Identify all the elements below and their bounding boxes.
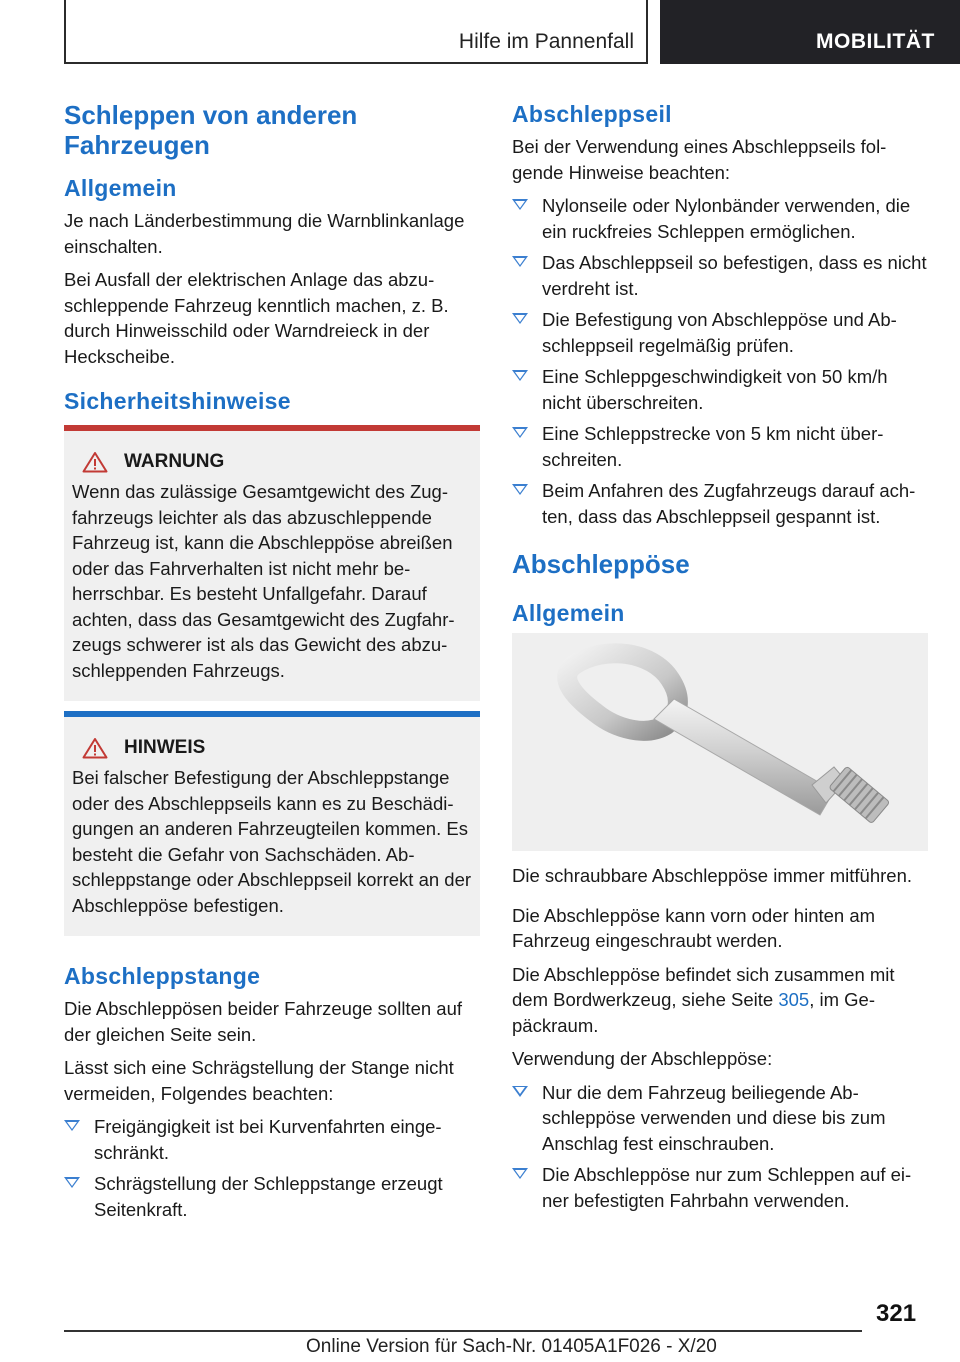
- note-title: [72, 737, 472, 759]
- list-item: Freigängigkeit ist bei Kurvenfahrten einge-schränkt.: [64, 1114, 480, 1165]
- bullet-triangle-icon: [512, 1168, 528, 1179]
- title-abschleppoese: Abschleppöse: [512, 549, 690, 579]
- paragraph-verwendung: Verwendung der Abschleppöse:: [512, 1048, 773, 1069]
- list-item: Das Abschleppseil so befestigen, dass es nicht verdreht ist.: [512, 250, 928, 301]
- title-schleppen: Schleppen von anderen Fahrzeugen: [64, 100, 358, 160]
- list-item: Die Abschleppöse nur zum Schleppen auf ei-ner befestigten Fahrbahn verwenden.: [512, 1162, 928, 1213]
- heading-allgemein-left: Allgemein: [64, 175, 177, 201]
- page-link-305[interactable]: 305: [778, 989, 810, 1010]
- left-column: [64, 100, 480, 1232]
- bullet-triangle-icon: [512, 199, 528, 210]
- right-column: [512, 100, 928, 1223]
- oese-bullet-list: [512, 1080, 928, 1214]
- paragraph-oese-vorn-hinten: Die Abschleppöse kann vorn oder hinten am Fahrzeug eingeschraubt werden.: [512, 904, 876, 951]
- warning-triangle-icon: [82, 451, 108, 473]
- header-section-tab: [64, 0, 648, 64]
- list-item: Eine Schleppgeschwindigkeit von 50 km/h nicht überschreiten.: [512, 364, 928, 415]
- bullet-triangle-icon: [512, 427, 528, 438]
- list-item: Nylonseile oder Nylonbänder verwenden, die ein ruckfreies Schleppen ermöglichen.: [512, 193, 928, 244]
- note-box: [64, 711, 480, 936]
- warning-text: Wenn das zulässige Gesamtgewicht des Zug-fahrzeugs leichter als das abzuschleppende Fahrzeug ist, kann die Abschleppöse abreißen oder das Fahrverhalten ist nicht mehr be-herrschbar. Es besteht Unfallgefahr. Darauf achten, dass das Gesamtgewicht des Zugfahr-zeugs schwerer ist als das Gewicht des abzu-schleppenden Fahrzeugs.: [72, 481, 455, 681]
- towing-eye-icon: [512, 633, 928, 851]
- warning-triangle-icon: [82, 737, 108, 759]
- paragraph-bordwerkzeug: Die Abschleppöse befindet sich zusammen mit dem Bordwerkzeug, siehe Seite 305, im Ge-päckraum.: [512, 963, 895, 1036]
- seil-bullet-list: [512, 193, 928, 529]
- paragraph-oesen-seite: Die Abschleppösen beider Fahrzeuge sollten auf der gleichen Seite sein.: [64, 998, 463, 1045]
- paragraph-schraegstellung: Lässt sich eine Schrägstellung der Stange nicht vermeiden, Folgendes beachten:: [64, 1057, 454, 1104]
- bullet-triangle-icon: [512, 313, 528, 324]
- list-item: Beim Anfahren des Zugfahrzeugs darauf ach-ten, dass das Abschleppseil gespannt ist.: [512, 478, 928, 529]
- bullet-triangle-icon: [64, 1177, 80, 1188]
- warning-box: [64, 425, 480, 701]
- paragraph-ausfall: Bei Ausfall der elektrischen Anlage das abzu-schleppende Fahrzeug kenntlich machen, z. B. durch Hinweisschild oder Warndreieck in der Heckscheibe.: [64, 269, 449, 367]
- bullet-triangle-icon: [512, 256, 528, 267]
- chapter-title: MOBILITÄT: [816, 30, 935, 53]
- heading-abschleppstange: Abschleppstange: [64, 963, 261, 989]
- stange-bullet-list: [64, 1114, 480, 1222]
- section-title: Hilfe im Pannenfall: [458, 30, 634, 53]
- bullet-triangle-icon: [64, 1120, 80, 1131]
- warning-title: [72, 451, 472, 473]
- bullet-triangle-icon: [512, 1086, 528, 1097]
- list-item: Eine Schleppstrecke von 5 km nicht über-schreiten.: [512, 421, 928, 472]
- list-item: Nur die dem Fahrzeug beiliegende Ab-schleppöse verwenden und diese bis zum Anschlag fest einschrauben.: [512, 1080, 928, 1157]
- heading-abschleppseil: Abschleppseil: [512, 101, 672, 127]
- paragraph-warnblink: Je nach Länderbestimmung die Warnblinkanlage einschalten.: [64, 210, 465, 257]
- bullet-triangle-icon: [512, 370, 528, 381]
- note-text: Bei falscher Befestigung der Abschleppstange oder des Abschleppseils kann es zu Beschädi-gungen an anderen Fahrzeugteilen kommen. Es besteht die Gefahr von Sachschäden. Ab-schleppstange oder Abschleppseil korrekt an der Abschleppöse befestigen.: [72, 767, 472, 916]
- heading-sicherheitshinweise: Sicherheitshinweise: [64, 388, 291, 414]
- towing-eye-image: [512, 633, 928, 851]
- warning-label: WARNUNG: [124, 451, 225, 472]
- footer-online-version: Online Version für Sach-Nr. 01405A1F026 - X/20: [306, 1336, 717, 1357]
- list-item: Die Befestigung von Abschleppöse und Ab-schleppseil regelmäßig prüfen.: [512, 307, 928, 358]
- image-caption: Die schraubbare Abschleppöse immer mitführen.: [512, 865, 912, 886]
- list-item: Schrägstellung der Schleppstange erzeugt Seitenkraft.: [64, 1171, 480, 1222]
- note-label: HINWEIS: [124, 737, 206, 758]
- bullet-triangle-icon: [512, 484, 528, 495]
- footer-divider: [64, 1330, 862, 1332]
- paragraph-seil-intro: Bei der Verwendung eines Abschleppseils fol-gende Hinweise beachten:: [512, 136, 887, 183]
- heading-allgemein-right: Allgemein: [512, 600, 625, 626]
- page-number: 321: [876, 1300, 917, 1327]
- header-chapter-tab: [660, 0, 960, 64]
